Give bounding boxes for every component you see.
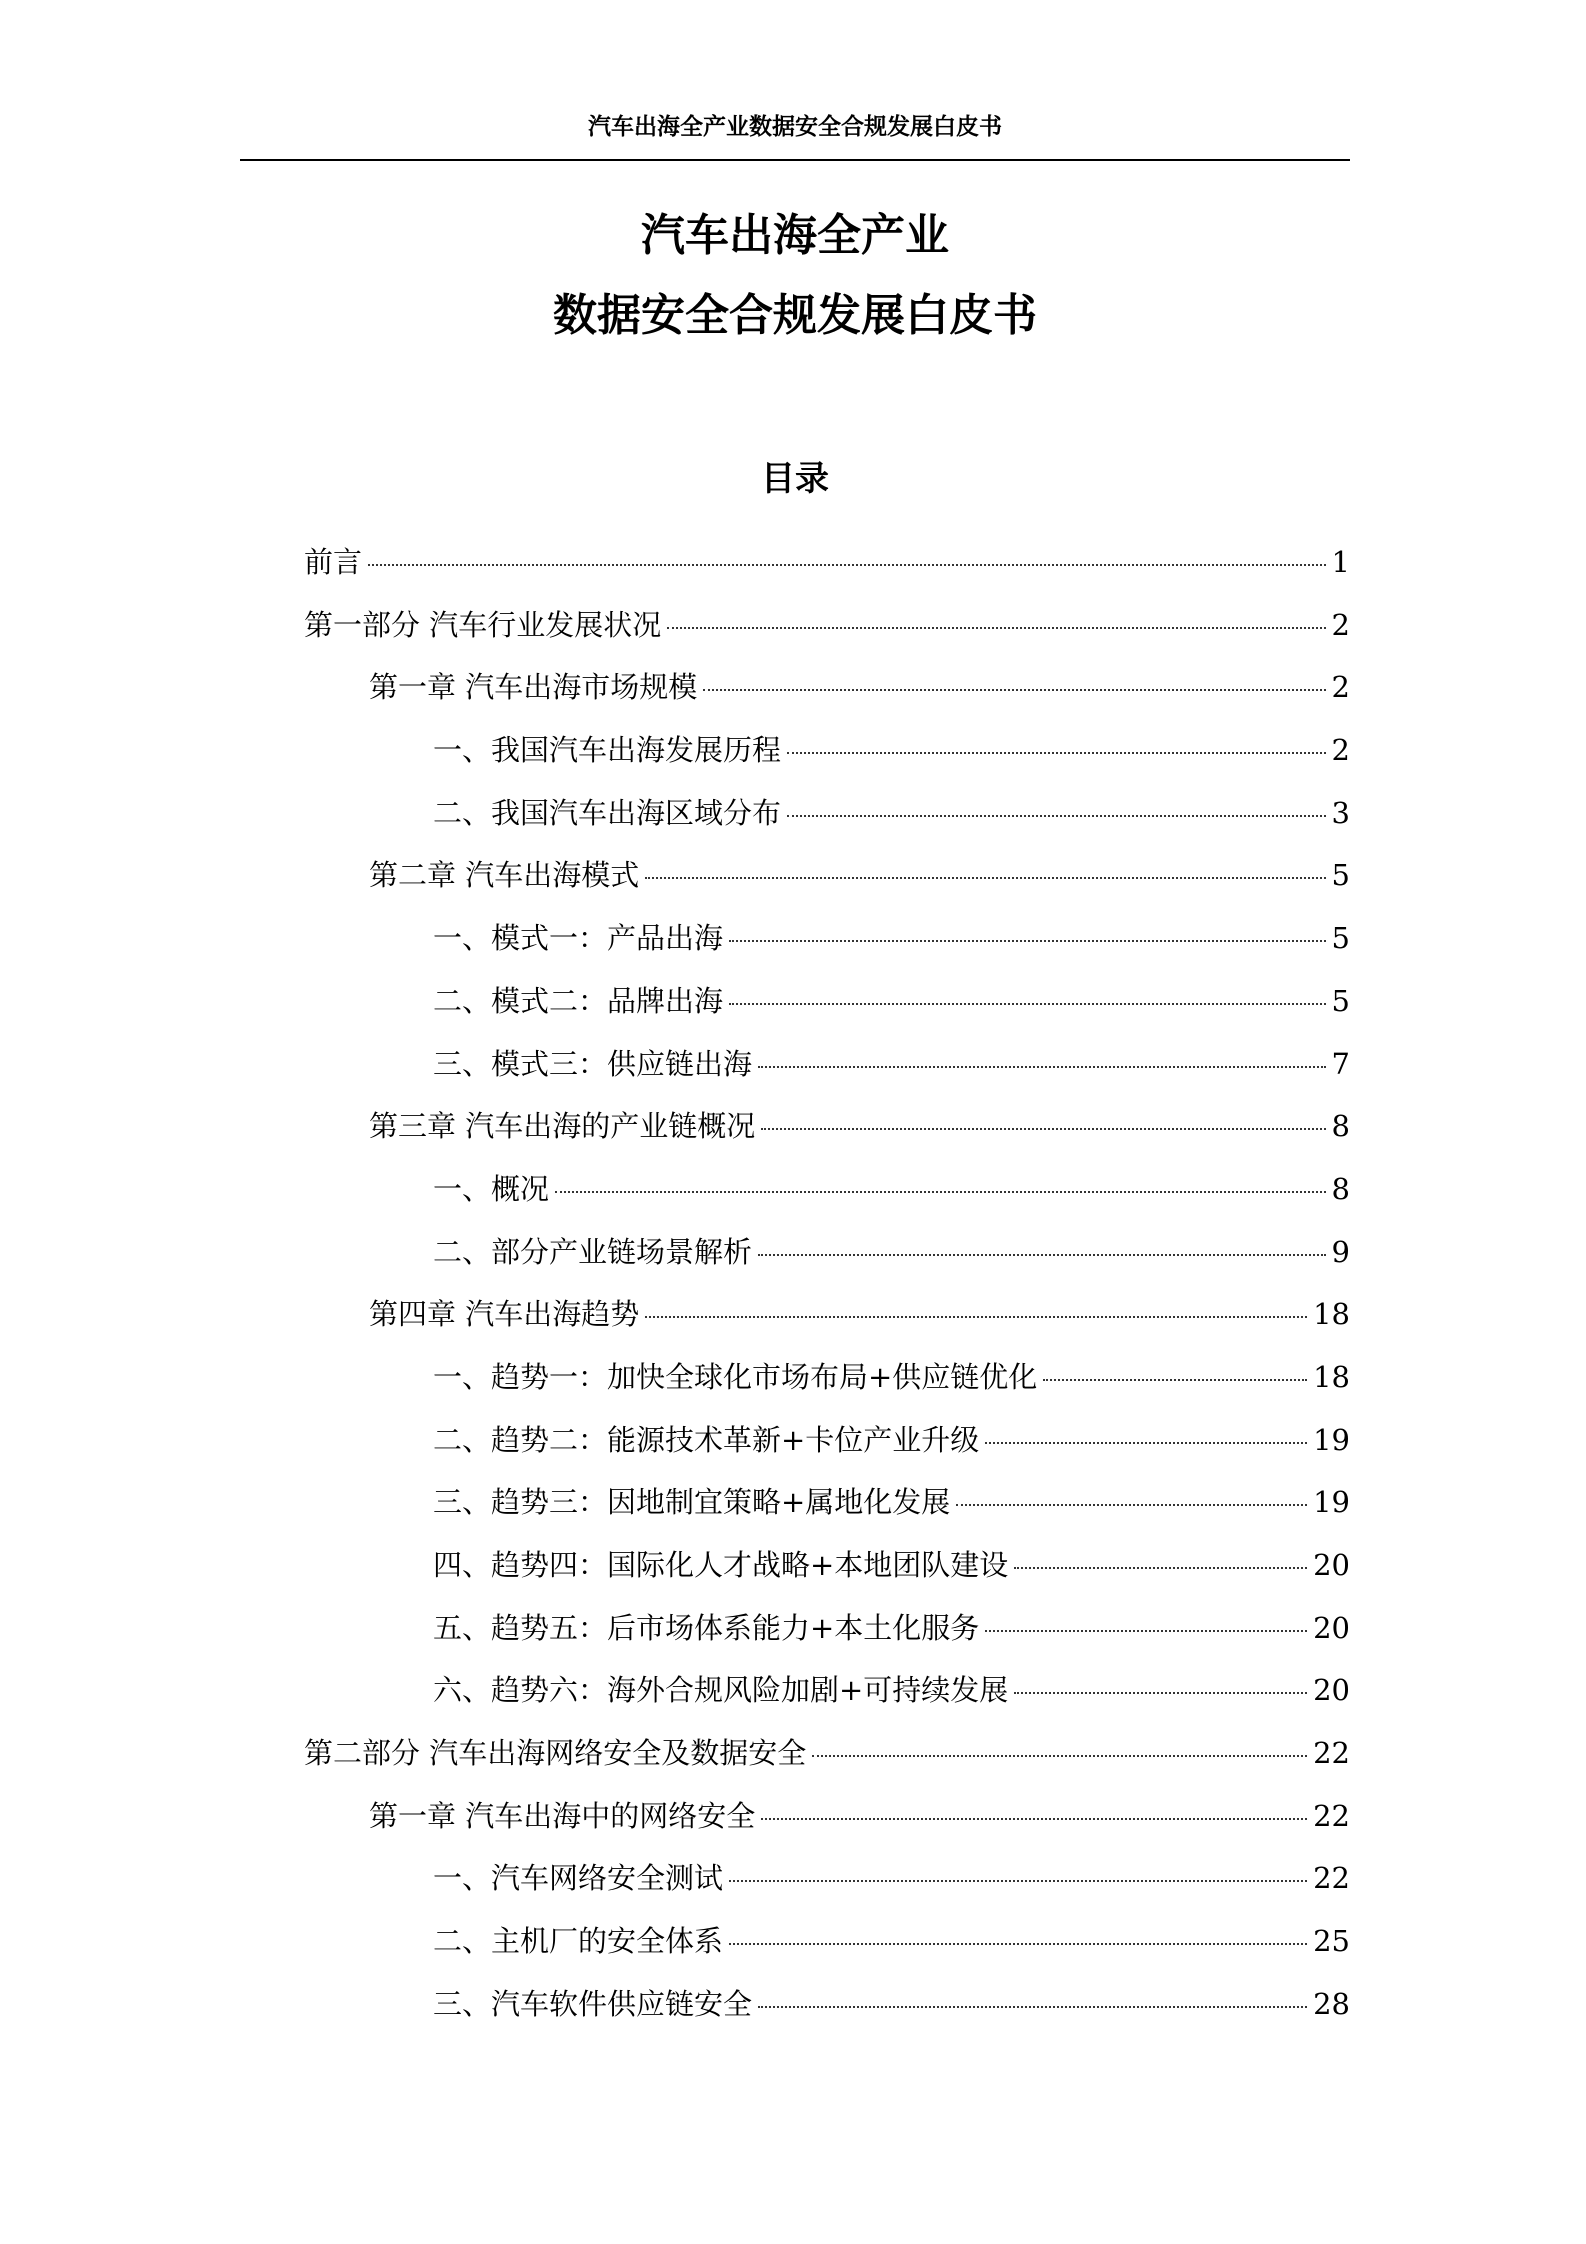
- toc-dot-leader: [787, 815, 1326, 817]
- toc-entry-label: 一、概况: [433, 1171, 550, 1206]
- toc-dot-leader: [985, 1442, 1307, 1444]
- toc-entry-page: 7: [1331, 1046, 1350, 1081]
- toc-dot-leader: [1014, 1692, 1307, 1694]
- toc-dot-leader: [812, 1755, 1307, 1757]
- toc-entry-label: 前言: [304, 545, 363, 579]
- toc-dot-leader: [703, 689, 1325, 691]
- toc-entry-label: 二、模式二：品牌出海: [433, 983, 724, 1018]
- toc-dot-leader: [761, 1128, 1325, 1130]
- document-title-line-1: 汽车出海全产业: [641, 210, 949, 261]
- toc-entry-page: 20: [1313, 1548, 1350, 1582]
- toc-dot-leader: [758, 1066, 1326, 1068]
- toc-dot-leader: [645, 877, 1325, 879]
- toc-entry[interactable]: [304, 782, 1350, 845]
- toc-entry-label: 一、趋势一：加快全球化市场布局+供应链优化: [433, 1359, 1038, 1394]
- toc-entry[interactable]: [304, 1847, 1350, 1910]
- running-header: 汽车出海全产业数据安全合规发展白皮书: [588, 114, 1002, 140]
- toc-entry[interactable]: [304, 1095, 1350, 1158]
- toc-entry-page: 28: [1313, 1986, 1350, 2021]
- toc-entry[interactable]: [304, 970, 1350, 1033]
- toc-entry-page: 20: [1313, 1610, 1350, 1645]
- toc-dot-leader: [758, 1254, 1326, 1256]
- toc-entry[interactable]: [304, 594, 1350, 657]
- toc-entry[interactable]: [304, 1471, 1350, 1534]
- toc-entry-page: 22: [1313, 1736, 1350, 1771]
- toc-entry-label: 一、汽车网络安全测试: [433, 1861, 724, 1896]
- toc-entry-page: 25: [1313, 1924, 1350, 1959]
- toc-entry-label: 六、趋势六：海外合规风险加剧+可持续发展: [433, 1673, 1009, 1708]
- toc-entry-page: 20: [1313, 1673, 1350, 1708]
- toc-entry-label: 二、我国汽车出海区域分布: [433, 795, 782, 830]
- toc-entry[interactable]: [304, 719, 1350, 782]
- toc-entry-label: 一、我国汽车出海发展历程: [433, 733, 782, 768]
- toc-entry[interactable]: [304, 1033, 1350, 1096]
- table-of-contents: [304, 531, 1350, 2036]
- toc-entry[interactable]: [304, 1785, 1350, 1848]
- toc-entry-page: 9: [1331, 1234, 1350, 1269]
- toc-dot-leader: [787, 752, 1326, 754]
- toc-entry-label: 四、趋势四：国际化人才战略+本地团队建设: [433, 1548, 1009, 1582]
- toc-entry-page: 19: [1313, 1422, 1350, 1457]
- toc-entry-page: 8: [1331, 1109, 1350, 1144]
- toc-entry-page: 2: [1331, 670, 1350, 705]
- toc-dot-leader: [985, 1630, 1307, 1632]
- toc-entry-page: 5: [1331, 983, 1350, 1018]
- toc-entry-label: 第三章 汽车出海的产业链概况: [369, 1109, 756, 1144]
- toc-entry-page: 8: [1331, 1171, 1350, 1206]
- toc-entry-label: 二、主机厂的安全体系: [433, 1924, 724, 1959]
- toc-entry[interactable]: [304, 907, 1350, 970]
- toc-entry[interactable]: [304, 1534, 1350, 1597]
- toc-dot-leader: [667, 627, 1325, 629]
- toc-heading: 目录: [761, 459, 829, 499]
- toc-entry[interactable]: [304, 1659, 1350, 1722]
- toc-entry-page: 2: [1331, 733, 1350, 768]
- toc-entry[interactable]: [304, 656, 1350, 719]
- toc-entry-page: 5: [1331, 858, 1350, 893]
- toc-entry[interactable]: [304, 1158, 1350, 1221]
- toc-entry[interactable]: [304, 844, 1350, 907]
- toc-dot-leader: [1043, 1379, 1307, 1381]
- toc-dot-leader: [761, 1818, 1307, 1820]
- toc-entry-page: 18: [1313, 1297, 1350, 1332]
- toc-entry[interactable]: [304, 1973, 1350, 2036]
- toc-entry-label: 五、趋势五：后市场体系能力+本土化服务: [433, 1610, 980, 1645]
- toc-entry-page: 5: [1331, 921, 1350, 956]
- toc-entry-page: 19: [1313, 1485, 1350, 1520]
- toc-entry[interactable]: [304, 1221, 1350, 1284]
- header-rule: [240, 159, 1350, 161]
- toc-entry-label: 三、汽车软件供应链安全: [433, 1986, 753, 2021]
- toc-dot-leader: [1014, 1567, 1307, 1569]
- toc-dot-leader: [729, 1003, 1326, 1005]
- document-title-line-2: 数据安全合规发展白皮书: [553, 290, 1037, 341]
- toc-dot-leader: [758, 2006, 1307, 2008]
- toc-entry-page: 2: [1331, 607, 1350, 642]
- toc-entry[interactable]: [304, 1409, 1350, 1472]
- toc-dot-leader: [368, 564, 1326, 566]
- toc-entry-label: 二、部分产业链场景解析: [433, 1234, 753, 1269]
- toc-entry-label: 第二部分 汽车出海网络安全及数据安全: [304, 1736, 807, 1771]
- toc-entry-page: 1: [1331, 545, 1350, 579]
- toc-dot-leader: [729, 1880, 1307, 1882]
- toc-entry-page: 22: [1313, 1798, 1350, 1833]
- toc-entry-label: 第一章 汽车出海中的网络安全: [369, 1798, 756, 1833]
- toc-entry[interactable]: [304, 1910, 1350, 1973]
- toc-dot-leader: [555, 1191, 1326, 1193]
- toc-entry-label: 第四章 汽车出海趋势: [369, 1297, 640, 1332]
- toc-entry-label: 第一部分 汽车行业发展状况: [304, 607, 662, 642]
- toc-entry[interactable]: [304, 1597, 1350, 1660]
- toc-entry-label: 一、模式一：产品出海: [433, 921, 724, 956]
- toc-entry-page: 18: [1313, 1359, 1350, 1394]
- toc-entry-label: 第二章 汽车出海模式: [369, 858, 640, 893]
- toc-dot-leader: [645, 1316, 1307, 1318]
- toc-entry-page: 3: [1331, 795, 1350, 830]
- toc-entry[interactable]: [304, 1722, 1350, 1785]
- toc-dot-leader: [729, 940, 1326, 942]
- toc-dot-leader: [729, 1943, 1307, 1945]
- toc-dot-leader: [956, 1504, 1307, 1506]
- toc-entry[interactable]: [304, 1283, 1350, 1346]
- toc-entry-label: 三、趋势三：因地制宜策略+属地化发展: [433, 1485, 951, 1520]
- toc-entry-label: 第一章 汽车出海市场规模: [369, 670, 698, 705]
- toc-entry-label: 二、趋势二：能源技术革新+卡位产业升级: [433, 1422, 980, 1457]
- toc-entry-label: 三、模式三：供应链出海: [433, 1046, 753, 1081]
- toc-entry-page: 22: [1313, 1861, 1350, 1896]
- toc-entry[interactable]: [304, 531, 1350, 594]
- toc-entry[interactable]: [304, 1346, 1350, 1409]
